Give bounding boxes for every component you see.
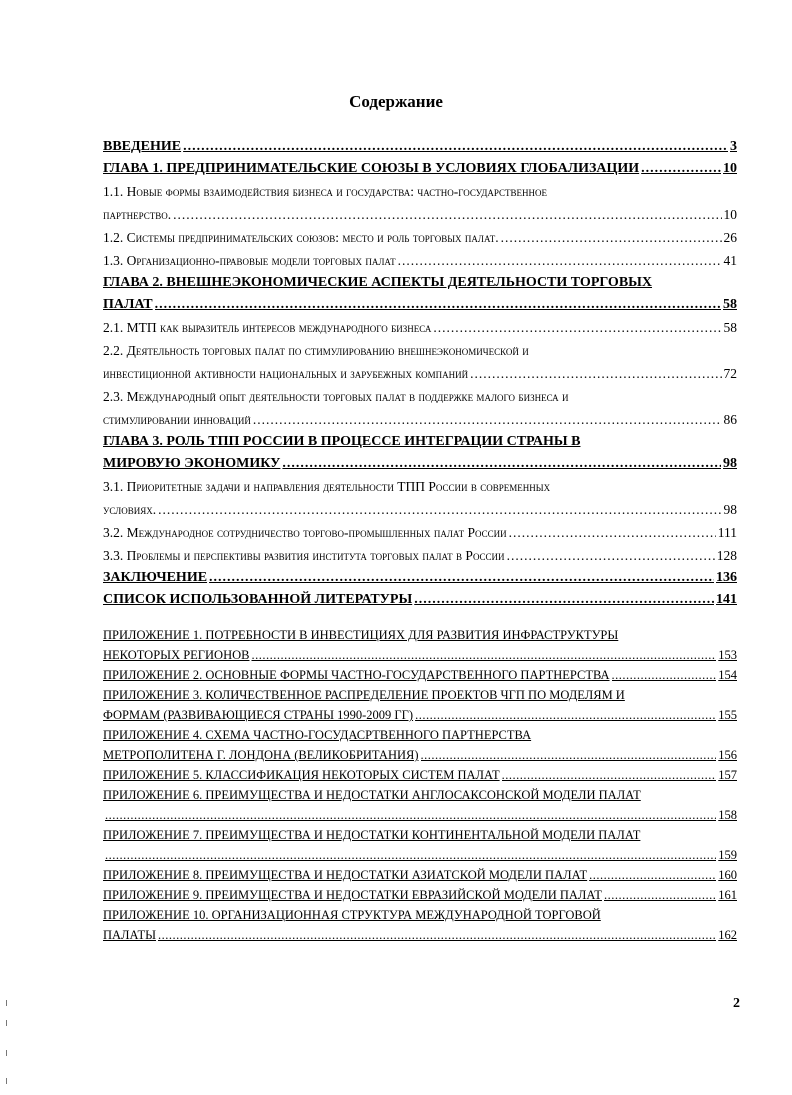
appendix-1[interactable]: ПРИЛОЖЕНИЕ 1. ПОТРЕБНОСТИ В ИНВЕСТИЦИЯХ ДЛЯ РАЗВИТИЯ ИНФРАСТРУКТУРЫ: [103, 628, 619, 642]
appendix-10[interactable]: ПРИЛОЖЕНИЕ 10. ОРГАНИЗАЦИОННАЯ СТРУКТУРА МЕЖДУНАРОДНОЙ ТОРГОВОЙ: [103, 908, 601, 922]
scan-mark: [6, 1020, 7, 1026]
appendix-6-cont[interactable]: ..... 158: [103, 805, 737, 825]
spacer: [103, 611, 737, 625]
toc-entry-2-1[interactable]: 2.1. МТП как выразитель интересов международного бизнеса ..... 58: [103, 316, 737, 339]
appendix-5[interactable]: ПРИЛОЖЕНИЕ 5. КЛАССИФИКАЦИЯ НЕКОТОРЫХ СИСТЕМ ПАЛАТ ..... 157: [103, 765, 737, 785]
scan-mark: [6, 1050, 7, 1056]
appendix-4[interactable]: ПРИЛОЖЕНИЕ 4. СХЕМА ЧАСТНО-ГОСУДАСРТВЕННОГО ПАРТНЕРСТВА: [103, 728, 532, 742]
appendix-10-cont[interactable]: ПАЛАТЫ ..... 162: [103, 925, 737, 945]
toc-entry-3-1[interactable]: 3.1. Приоритетные задачи и направления деятельности ТПП России в современных: [103, 479, 551, 494]
appendix-7[interactable]: ПРИЛОЖЕНИЕ 7. ПРЕИМУЩЕСТВА И НЕДОСТАТКИ КОНТИНЕНТАЛЬНОЙ МОДЕЛИ ПАЛАТ: [103, 828, 641, 842]
page-number: 2: [733, 996, 740, 1011]
toc-entry-1-2[interactable]: 1.2. Системы предпринимательских союзов: место и роль торговых палат. ..... 26: [103, 226, 737, 249]
table-of-contents: [103, 136, 737, 945]
scan-mark: [6, 1000, 7, 1006]
appendix-2[interactable]: ПРИЛОЖЕНИЕ 2. ОСНОВНЫЕ ФОРМЫ ЧАСТНО-ГОСУДАРСТВЕННОГО ПАРТНЕРСТВА ..... 154: [103, 665, 737, 685]
appendix-9[interactable]: ПРИЛОЖЕНИЕ 9. ПРЕИМУЩЕСТВА И НЕДОСТАТКИ ЕВРАЗИЙСКОЙ МОДЕЛИ ПАЛАТ ..... 161: [103, 885, 737, 905]
appendix-6[interactable]: ПРИЛОЖЕНИЕ 6. ПРЕИМУЩЕСТВА И НЕДОСТАТКИ АНГЛОСАКСОНСКОЙ МОДЕЛИ ПАЛАТ: [103, 788, 641, 802]
toc-entry-chapter-2-cont[interactable]: ПАЛАТ ..... 58: [103, 294, 737, 316]
toc-entry-conclusion[interactable]: ЗАКЛЮЧЕНИЕ ..... 136: [103, 567, 737, 589]
toc-entry-chapter-2[interactable]: ГЛАВА 2. ВНЕШНЕЭКОНОМИЧЕСКИЕ АСПЕКТЫ ДЕЯТЕЛЬНОСТИ ТОРГОВЫХ: [103, 275, 653, 290]
toc-entry-1-1[interactable]: 1.1. Новые формы взаимодействия бизнеса и государства: частно-государственное: [103, 184, 547, 199]
appendix-8[interactable]: ПРИЛОЖЕНИЕ 8. ПРЕИМУЩЕСТВА И НЕДОСТАТКИ АЗИАТСКОЙ МОДЕЛИ ПАЛАТ ..... 160: [103, 865, 737, 885]
toc-entry-introduction[interactable]: ВВЕДЕНИЕ ..... 3: [103, 136, 737, 158]
appendix-3[interactable]: ПРИЛОЖЕНИЕ 3. КОЛИЧЕСТВЕННОЕ РАСПРЕДЕЛЕНИЕ ПРОЕКТОВ ЧГП ПО МОДЕЛЯМ И: [103, 688, 625, 702]
scan-mark: [6, 1078, 7, 1084]
toc-entry-2-3[interactable]: 2.3. Международный опыт деятельности торговых палат в поддержке малого бизнеса и: [103, 389, 569, 404]
toc-entry-2-3-cont[interactable]: стимулировании инноваций ..... 86: [103, 408, 737, 431]
toc-entry-3-2[interactable]: 3.2. Международное сотрудничество торгово-промышленных палат России ..... 111: [103, 521, 737, 544]
toc-entry-references[interactable]: СПИСОК ИСПОЛЬЗОВАННОЙ ЛИТЕРАТУРЫ ..... 141: [103, 589, 737, 611]
toc-entry-chapter-3-cont[interactable]: МИРОВУЮ ЭКОНОМИКУ ..... 98: [103, 453, 737, 475]
appendix-3-cont[interactable]: ФОРМАМ (РАЗВИВАЮЩИЕСЯ СТРАНЫ 1990-2009 ГГ) ..... 155: [103, 705, 737, 725]
toc-entry-3-3[interactable]: 3.3. Проблемы и перспективы развития института торговых палат в России ..... 128: [103, 544, 737, 567]
toc-entry-3-1-cont[interactable]: условиях. ..... 98: [103, 498, 737, 521]
appendix-4-cont[interactable]: МЕТРОПОЛИТЕНА Г. ЛОНДОНА (ВЕЛИКОБРИТАНИЯ) ..... 156: [103, 745, 737, 765]
appendix-7-cont[interactable]: ..... 159: [103, 845, 737, 865]
page-title: Содержание: [349, 92, 443, 111]
appendix-1-cont[interactable]: НЕКОТОРЫХ РЕГИОНОВ ..... 153: [103, 645, 737, 665]
toc-entry-1-1-cont[interactable]: партнерство. ..... 10: [103, 203, 737, 226]
toc-entry-chapter-1[interactable]: ГЛАВА 1. ПРЕДПРИНИМАТЕЛЬСКИЕ СОЮЗЫ В УСЛОВИЯХ ГЛОБАЛИЗАЦИИ ..... 10: [103, 158, 737, 180]
toc-entry-2-2-cont[interactable]: инвестиционной активности национальных и зарубежных компаний ..... 72: [103, 362, 737, 385]
toc-entry-1-3[interactable]: 1.3. Организационно-правовые модели торговых палат ..... 41: [103, 249, 737, 272]
toc-entry-chapter-3[interactable]: ГЛАВА 3. РОЛЬ ТПП РОССИИ В ПРОЦЕССЕ ИНТЕГРАЦИИ СТРАНЫ В: [103, 434, 581, 449]
toc-entry-2-2[interactable]: 2.2. Деятельность торговых палат по стимулированию внешнеэкономической и: [103, 343, 529, 358]
